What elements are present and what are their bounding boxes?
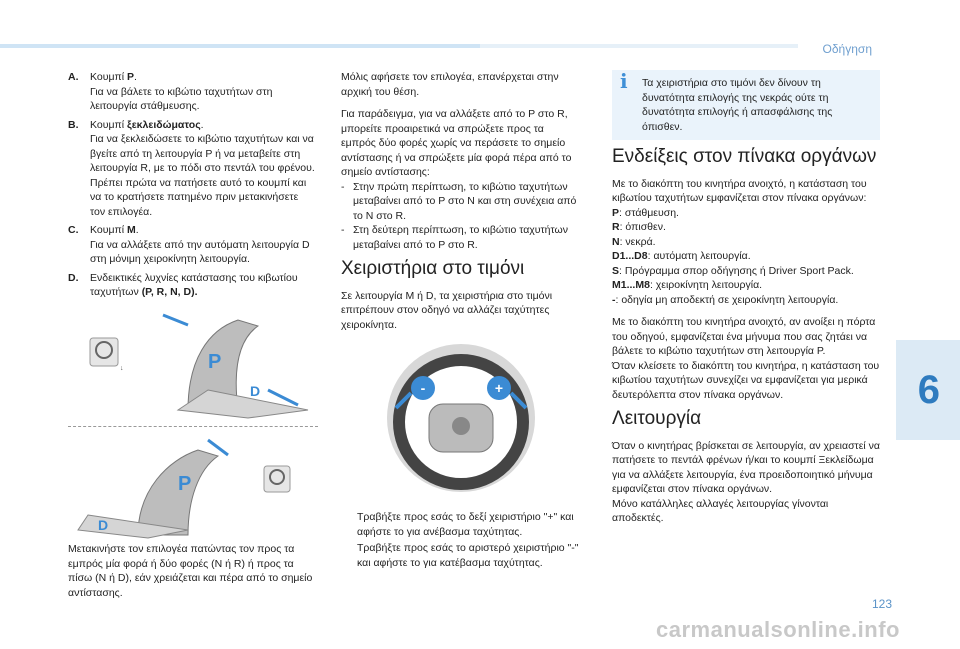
info-box: i Τα χειριστήρια στο τιμόνι δεν δίνουν τη δυνατότητα επιλογής της νεκράς ούτε τη δυνατότητα επιλογής ή απασφάλισης της όπισθεν. [612, 70, 880, 140]
heading-instrument-panel: Ενδείξεις στον πίνακα οργάνων [612, 146, 877, 167]
gear-selector-illustration-top [68, 300, 318, 420]
svg-text:P: P [178, 473, 192, 495]
column-2: Μόλις αφήσετε τον επιλογέα, επανέρχεται στην αρχική του θέση. Για παράδειγμα, για να αλλάξετε από το P στο R, μπορείτε προαιρετικά να σπρώξετε προς τα εμπρός δύο φορές χωρίς να περάσετε το σημείο αντίστασης ή να σπρώξετε μία φορά πέρα από το σημείο αντίστασης: - Στην πρώτη περίπτωση, το κιβώτιο ταχυτήτων μεταβαίνει από το P στο N και στη συνέχεια από το N στο R. - Στη δεύτερη περίπτωση, το κιβώτιο ταχυτήτων μεταβαίνει από το P στο R. Χειριστήρια στο τιμόνι Σε λειτουργία M ή D, τα χειριστήρια στο τιμόνι επιτρέπουν στον οδηγό να αλλάζει ταχύτητες χειροκίνητα. [341, 70, 581, 332]
chapter-number: 6 [917, 368, 940, 412]
divider [68, 426, 318, 427]
selector-instructions: Μετακινήστε τον επιλογέα πατώντας τον προς τα εμπρός μία φορά ή δύο φορές (N ή R) ή προς τα πίσω (N ή D), εάν χρειάζεται και πέρα από το σημείο αντίστασης. [68, 543, 313, 599]
column-3: i Τα χειριστήρια στο τιμόνι δεν δίνουν τη δυνατότητα επιλογής της νεκράς ούτε τη δυνατότητα επιλογής ή απασφάλισης της όπισθεν. Ενδείξεις στον πίνακα οργάνων Με το διακόπτη του κινητήρα ανοιχτό, η κατάσταση του κιβωτίου ταχυτήτων εμφανίζεται στον πίνακα οργάνων: P: στάθμευση. R: όπισθεν. N: νεκρά. D1...D8: αυτόματη λειτουργία. S: Πρόγραμμα σπορ οδήγησης ή Driver Sport Pack. M1...M8: χειροκίνητη λειτουργία. -: οδηγία μη αποδεκτή σε χειροκίνητη λειτουργία. Με το διακόπτη του κινητήρα ανοιχτό, αν ανοίξει η πόρτα του οδηγού, εμφανίζεται ένα μήνυμα που σας ζητάει να βάλετε το κιβώτιο ταχυτήτων στη λειτουργία P. Όταν κλείσετε το διακόπτη του κινητήρα, η κατάσταση του κιβωτίου ταχυτήτων συνεχίζει να εμφανίζεται για μερικά δευτερόλεπτα στον πίνακα οργάνων. Λειτουργία Όταν ο κινητήρας βρίσκεται σε λειτουργία, αν χρειαστεί να πατήσετε το πεντάλ φρένων ή/και το κουμπί Ξεκλείδωμα για να αλλάξετε λειτουργία, ένα προειδοποιητικό μήνυμα εμφανίζεται στον πίνακα οργάνων. Μόνο κατάλληλες αλλαγές λειτουργίας γίνονται αποδεκτές. [612, 69, 880, 524]
heading-operation: Λειτουργία [612, 408, 702, 429]
page-number: 123 [871, 597, 892, 611]
gear-selector-illustration-bottom [68, 430, 318, 540]
item-b: B. Κουμπί ξεκλειδώματος. Για να ξεκλειδώσετε το κιβώτιο ταχυτήτων και να βγείτε από τη λειτουργία P ή να μεταβείτε στη λειτουργία R, με το πόδι στο πεντάλ του φρένου. Πρέπει πρώτα να πατήσετε αυτό το κουμπί και να το κρατήσετε πατημένο πριν μετακινήσετε τον επιλογέα. [68, 118, 315, 218]
dash-list: - Στην πρώτη περίπτωση, το κιβώτιο ταχυτήτων μεταβαίνει από το P στο N και στη συνέχεια από το N στο R. - Στη δεύτερη περίπτωση, το κιβώτιο ταχυτήτων μεταβαίνει από το P στο R. [341, 180, 577, 251]
item-c: C. Κουμπί M. Για να αλλάξετε από την αυτόματη λειτουργία D στη μόνιμη χειροκίνητη λειτουργία. [68, 224, 310, 265]
heading-steering-controls: Χειριστήρια στο τιμόνι [341, 258, 525, 279]
watermark: carmanualsonline.info [656, 617, 900, 642]
svg-text:D: D [250, 383, 261, 399]
svg-text:↓: ↓ [120, 365, 124, 372]
paddle-instructions: Τραβήξτε προς εσάς το δεξί χειριστήριο "+" και αφήστε το για ανέβασμα ταχύτητας. Τραβήξτε προς εσάς το αριστερό χειριστήριο "-" και αφήστε το για κατέβασμα ταχύτητας. [341, 510, 581, 572]
column-1 [68, 70, 316, 304]
p-letter: P [208, 351, 222, 373]
header-bar [0, 44, 480, 48]
svg-text:D: D [98, 517, 109, 533]
bullet-icon [341, 510, 357, 539]
steering-wheel-illustration [341, 338, 581, 498]
section-title: Οδήγηση [822, 42, 872, 56]
info-icon: i [620, 69, 628, 93]
svg-text:-: - [420, 380, 426, 396]
status-list: P: στάθμευση. R: όπισθεν. N: νεκρά. D1...D8: αυτόματη λειτουργία. S: Πρόγραμμα σπορ οδήγησης ή Driver Sport Pack. M1...M8: χειροκίνητη λειτουργία. -: οδηγία μη αποδεκτή σε χειροκίνητη λειτουργία. [612, 206, 854, 306]
svg-text:+: + [494, 380, 504, 396]
item-a: A. Κουμπί P. Για να βάλετε το κιβώτιο ταχυτήτων στη λειτουργία στάθμευσης. [68, 71, 273, 112]
bullet-icon [341, 541, 357, 570]
header-bar-light [480, 44, 798, 48]
item-d: D. Ενδεικτικές λυχνίες κατάστασης του κιβωτίου ταχυτήτων (P, R, N, D). [68, 271, 298, 298]
